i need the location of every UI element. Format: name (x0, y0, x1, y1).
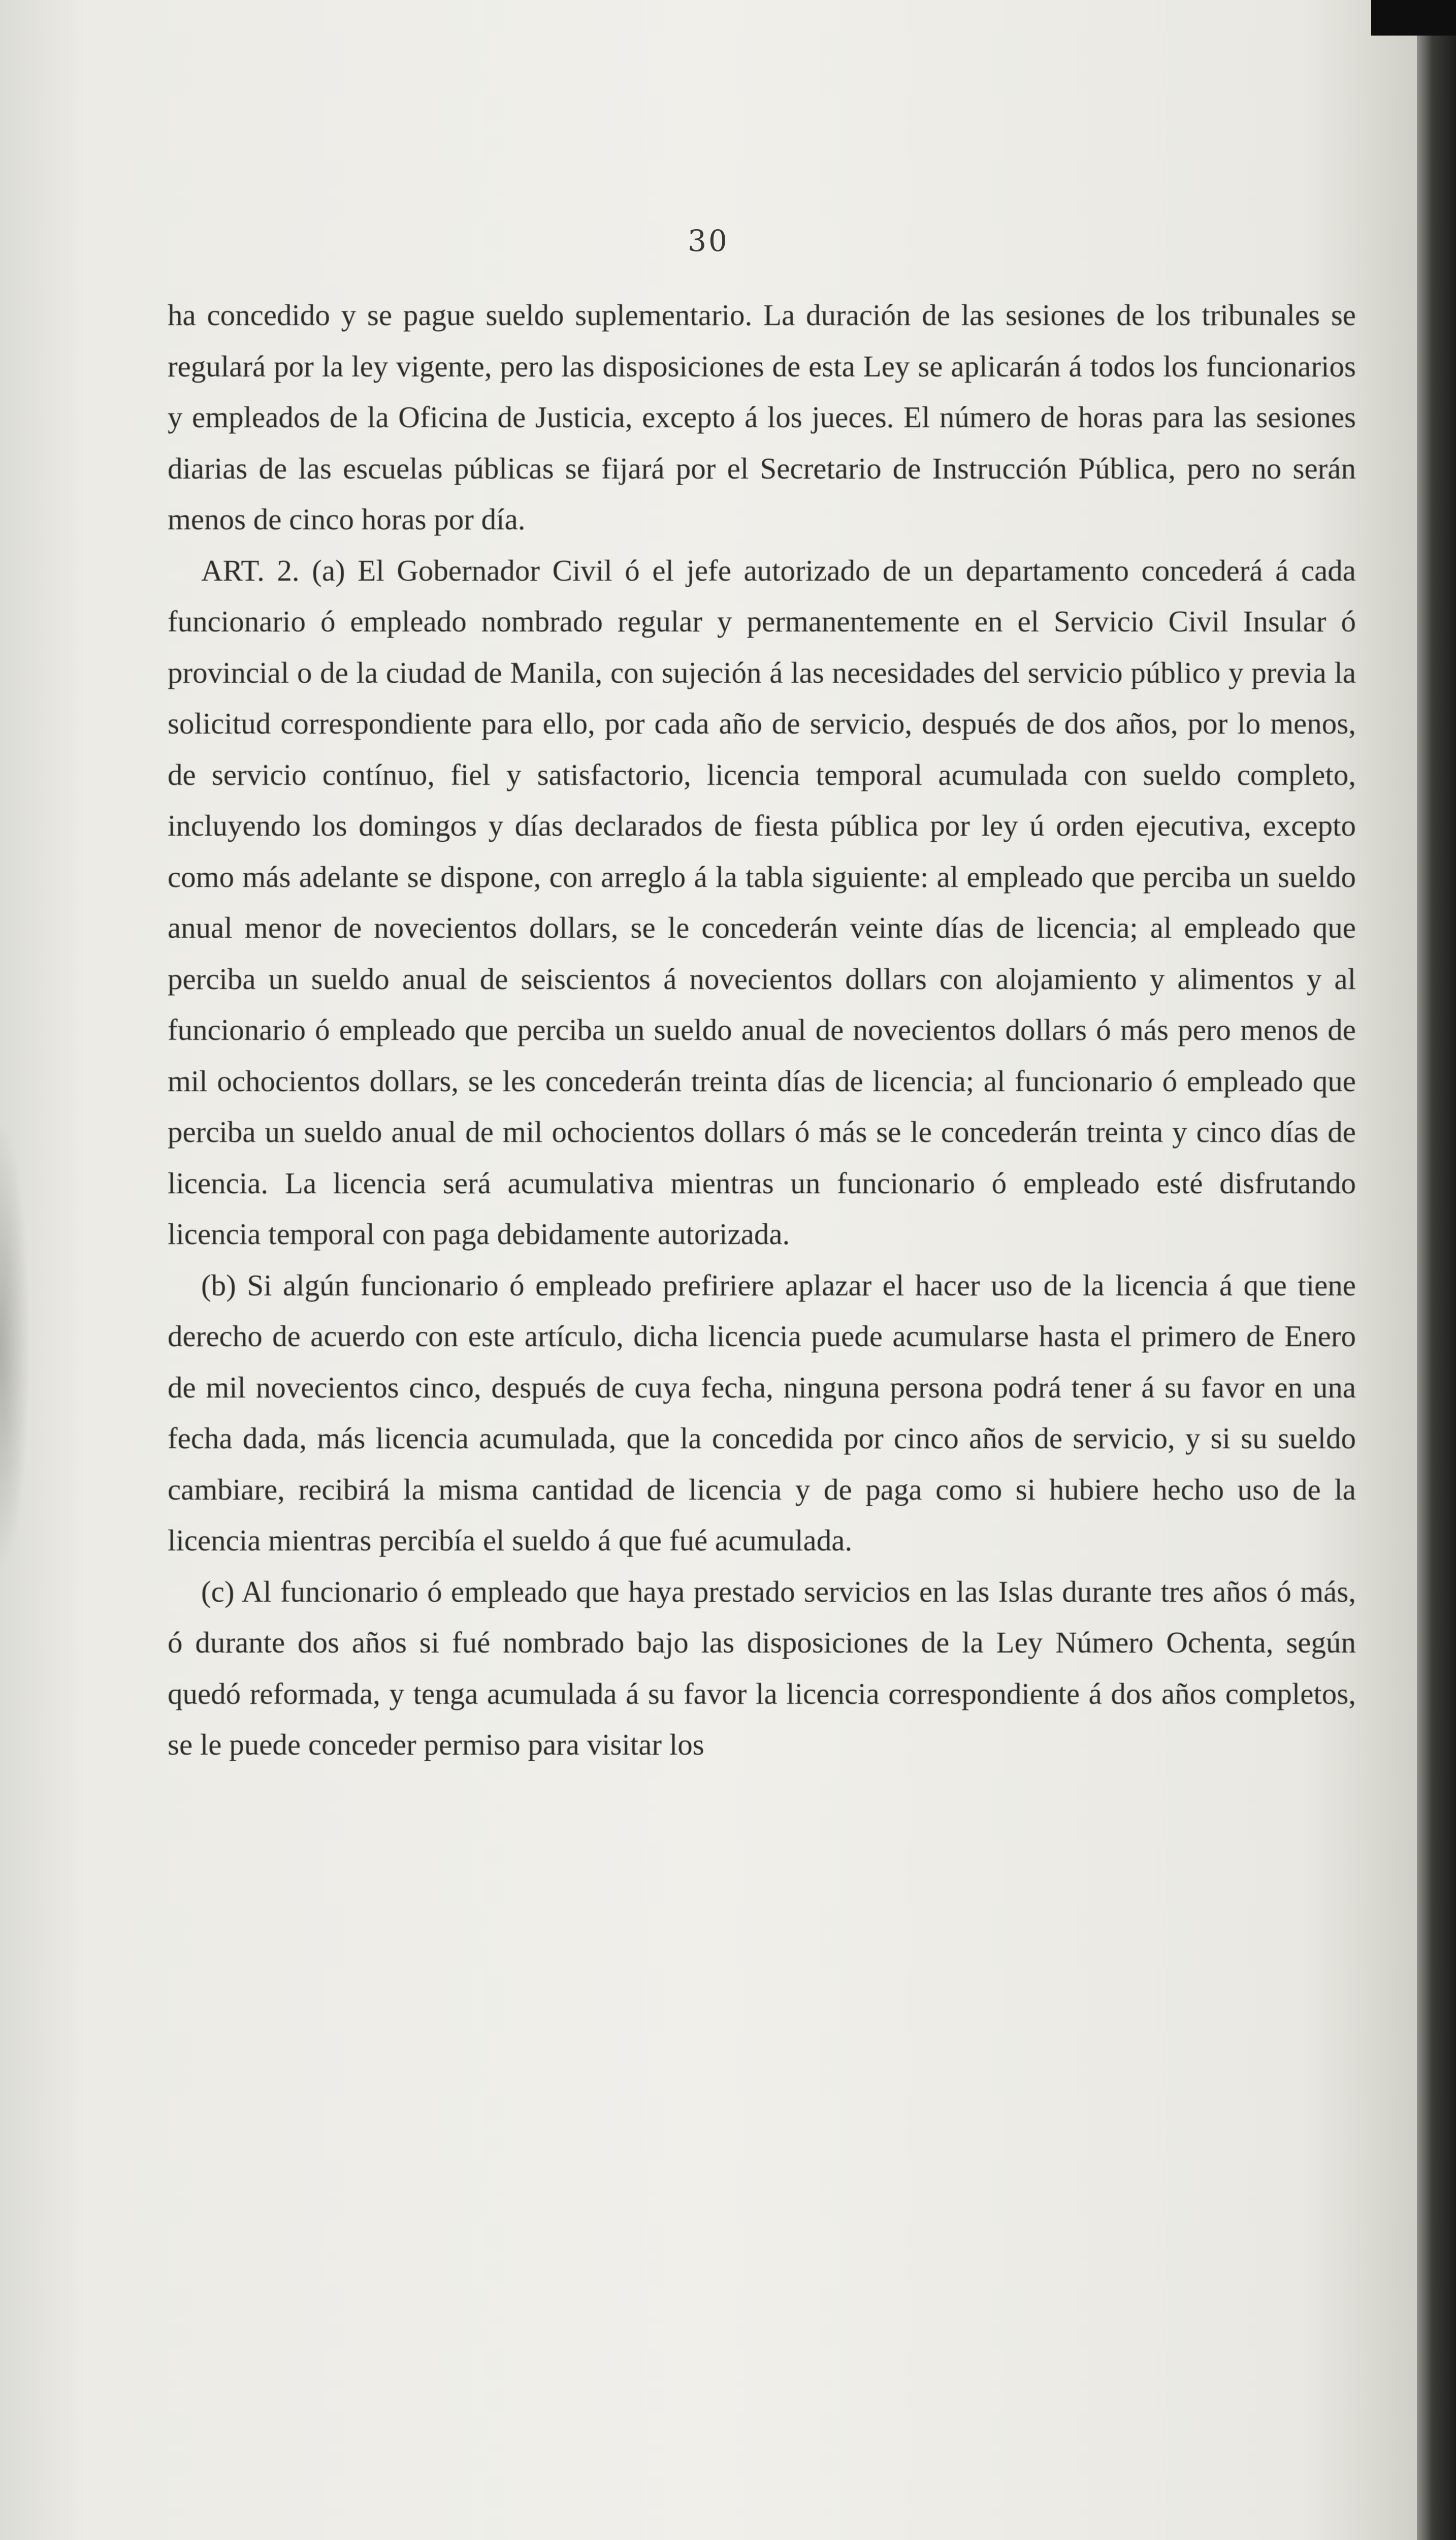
body-text (168, 290, 1356, 1770)
paragraph-article-2b: (b) Si algún funcionario ó empleado prefiriere aplazar el hacer uso de la licencia á que tiene derecho de acuerdo con este artículo, dicha licencia puede acumularse hasta el primero de Enero de mil novecientos cinco, después de cuya fecha, ninguna persona podrá tener á su favor en una fecha dada, más licencia acumulada, que la concedida por cinco años de servicio, y si su sueldo cambiare, recibirá la misma cantidad de licencia y de paga como si hubiere hecho uso de la licencia mientras percibía el sueldo á que fué acumulada. (168, 1268, 1356, 1557)
paragraph-article-2c: (c) Al funcionario ó empleado que haya prestado servicios en las Islas durante tres años ó más, ó durante dos años si fué nombrado bajo las disposiciones de la Ley Número Ochenta, según quedó reformada, y tenga acumulada á su favor la licencia correspondiente á dos años completos, se le puede conceder permiso para visitar los (168, 1574, 1356, 1761)
paragraph-continuation: ha concedido y se pague sueldo suplementario. La duración de las sesiones de los tribunales se regulará por la ley vigente, pero las disposiciones de esta Ley se aplicarán á todos los funcionarios y empleados de la Oficina de Justicia, excepto á los jueces. El número de horas para las sesiones diarias de las escuelas públicas se fijará por el Secretario de Instrucción Pública, pero no serán menos de cinco horas por día. (168, 298, 1356, 536)
paragraph-article-2a: ART. 2. (a) El Gobernador Civil ó el jefe autorizado de un departamento concederá á cada funcionario ó empleado nombrado regular y permanentemente en el Servicio Civil Insular ó provincial o de la ciudad de Manila, con sujeción á las necesidades del servicio público y previa la solicitud correspondiente para ello, por cada año de servicio, después de dos años, por lo menos, de servicio contínuo, fiel y satisfactorio, licencia temporal acumulada con sueldo completo, incluyendo los domingos y días declarados de fiesta pública por ley ú orden ejecutiva, excepto como más adelante se dispone, con arreglo á la tabla siguiente: al empleado que perciba un sueldo anual menor de novecientos dollars, se le concederán veinte días de licencia; al empleado que perciba un sueldo anual de seiscientos á novecientos dollars con alojamiento y alimentos y al funcionario ó empleado que perciba un sueldo anual de novecientos dollars ó más pero menos de mil ochocientos dollars, se les concederán treinta días de licencia; al funcionario ó empleado que perciba un sueldo anual de mil ochocientos dollars ó más se le concederán treinta y cinco días de licencia. La licencia será acumulativa mientras un funcionario ó empleado esté disfrutando licencia temporal con paga debidamente autorizada. (168, 553, 1356, 1251)
page-edge-shadow (1417, 0, 1456, 2540)
page-number: 30 (688, 224, 729, 258)
page-stain (0, 1118, 30, 1575)
corner-shadow (1371, 0, 1456, 36)
